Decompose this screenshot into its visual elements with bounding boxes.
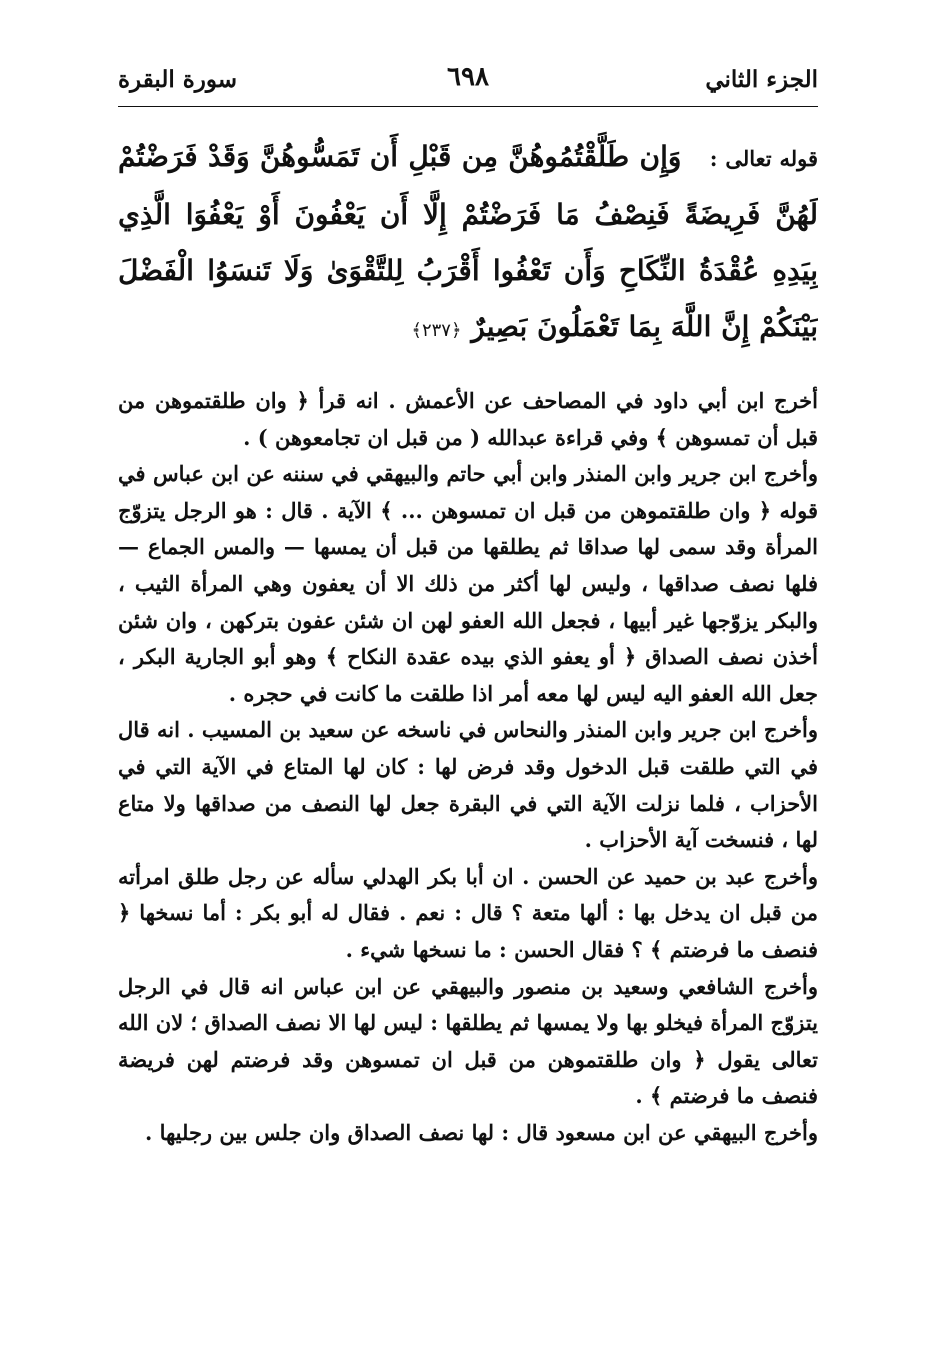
paragraph: وأخرج الشافعي وسعيد بن منصور والبيهقي عن ابن عباس انه قال في الرجل يتزوّج المرأة فيخلو بها ولا يمسها ثم يطلقها : ليس لها الا نصف الصداق ؛ لان الله تعالى يقول ﴿ وان طلقتموهن من قبل ان تمسوهن وقد فرضتم لهن فريضة فنصف ما فرضتم ﴾ . xyxy=(118,973,818,1109)
page-number: ٦٩٨ xyxy=(447,62,489,92)
page xyxy=(118,58,818,1151)
quran-verse xyxy=(118,129,818,365)
verse-intro: قوله تعالى : xyxy=(709,146,818,171)
commentary xyxy=(118,383,818,1151)
paragraph: وأخرج عبد بن حميد عن الحسن . ان أبا بكر الهدلي سأله عن رجل طلق امرأته من قبل ان يدخل بها : ألها متعة ؟ قال : نعم . فقال له أبو بكر : أما نسخها ﴿ فنصف ما فرضتم ﴾ ؟ فقال الحسن : ما نسخها شيء . xyxy=(118,863,818,962)
paragraph: أخرج ابن أبي داود في المصاحف عن الأعمش . انه قرأ ﴿ وان طلقتموهن من قبل أن تمسوهن ﴾ وفي قراءة عبدالله ( من قبل ان تجامعوهن ) . xyxy=(118,388,818,450)
paragraph: وأخرج البيهقي عن ابن مسعود قال : لها نصف الصداق وان جلس بين رجليها . xyxy=(144,1119,818,1145)
page-header xyxy=(118,58,818,107)
paragraph: وأخرج ابن جرير وابن المنذر والنحاس في ناسخه عن سعيد بن المسيب . انه قال في التي طلقت قبل الدخول وقد فرض لها : كان لها المتاع في الآية التي في الأحزاب ، فلما نزلت الآية التي في البقرة جعل لها النصف من صداقها ولا متاع لها ، فنسخت آية الأحزاب . xyxy=(118,717,818,853)
paragraph: وأخرج ابن جرير وابن المنذر وابن أبي حاتم والبيهقي في سننه عن ابن عباس في قوله ﴿ وان طلقتموهن من قبل ان تمسوهن ... ﴾ الآية . قال : هو الرجل يتزوّج المرأة وقد سمى لها صداقا ثم يطلقها من قبل أن يمسها — والمس الجماع — فلها نصف صداقها ، وليس لها أكثر من ذلك الا أن يعفون وهي المرأة الثيب ، والبكر يزوّجها غير أبيها ، فجعل الله العفو لهن ان شئن عفون بتركهن ، وان شئن أخذن نصف الصداق ﴿ أو يعفو الذي بيده عقدة النكاح ﴾ وهو أبو الجارية البكر ، جعل الله العفو اليه ليس لها معه أمر اذا طلقت ما كانت في حجره . xyxy=(118,461,818,706)
verse-text: وَإِن طَلَّقْتُمُوهُنَّ مِن قَبْلِ أَن تَمَسُّوهُنَّ وَقَدْ فَرَضْتُمْ لَهُنَّ فَرِيضَةً فَنِصْفُ مَا فَرَضْتُمْ إِلَّا أَن يَعْفُونَ أَوْ يَعْفُوَا الَّذِي بِيَدِهِ عُقْدَةُ النِّكَاحِ وَأَن تَعْفُوا أَقْرَبُ لِلتَّقْوَىٰ وَلَا تَنسَوُا الْفَضْلَ بَيْنَكُمْ إِنَّ اللَّهَ بِمَا تَعْمَلُونَ بَصِيرٌ xyxy=(118,140,818,343)
juz-label: الجزء الثاني xyxy=(705,66,818,93)
surah-label: سورة البقرة xyxy=(118,66,238,93)
ayah-number: ﴿٢٣٧﴾ xyxy=(411,320,462,341)
